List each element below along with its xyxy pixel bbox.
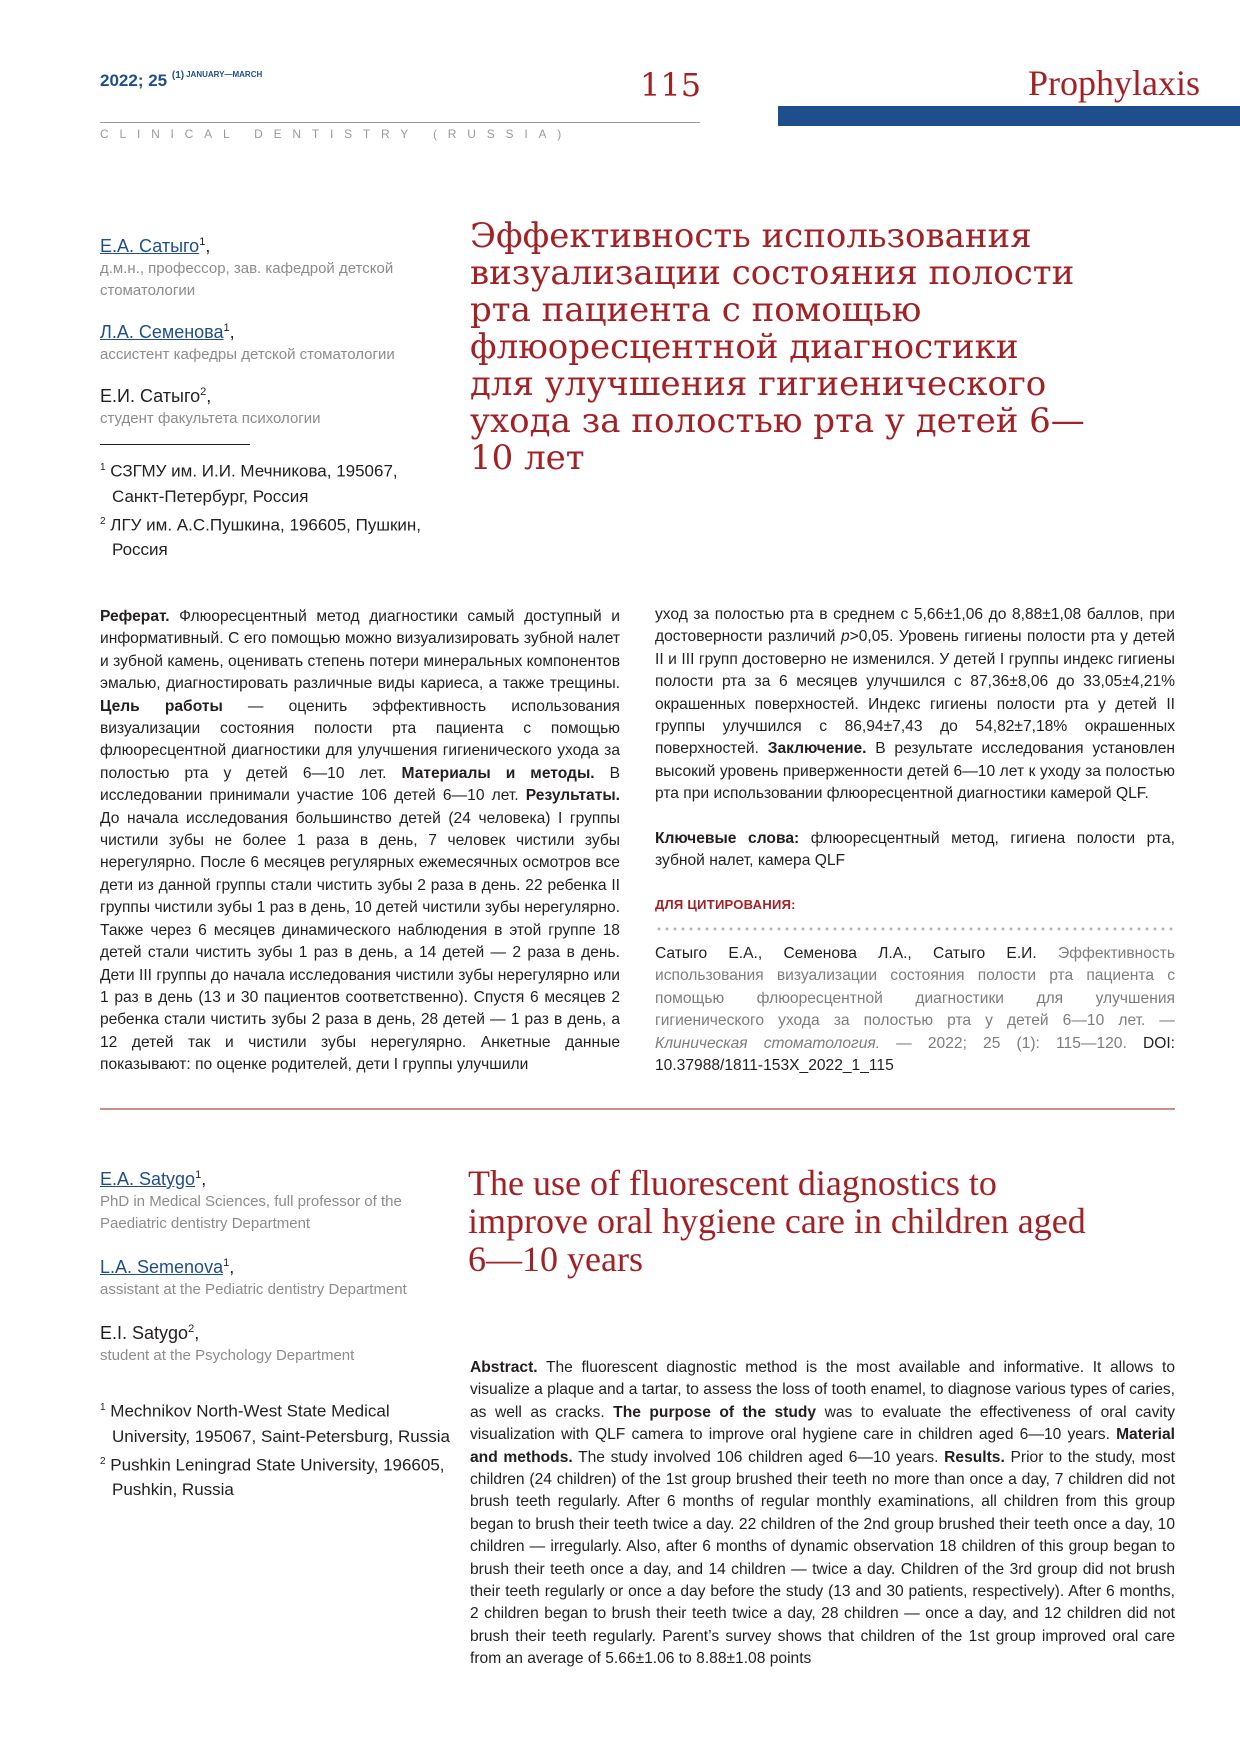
ru-abstract-p-symbol: p (840, 628, 850, 646)
en-author-1-desc: PhD in Medical Sciences, full professor of the Paediatric dentistry Department (100, 1193, 402, 1232)
ru-aim-label: Цель работы (100, 697, 223, 715)
ru-abstract-right (655, 604, 1175, 1077)
ru-affiliation-1-sup: 1 (100, 462, 106, 473)
citation-dotted-rule (655, 927, 1175, 931)
en-affiliation-2-text: Pushkin Leningrad State University, 196605, Pushkin, Russia (110, 1455, 445, 1500)
en-affiliation-2 (100, 1449, 450, 1503)
ru-author-1-sup: 1 (199, 236, 206, 248)
ru-affiliation-1 (100, 455, 450, 509)
ru-author-2-link[interactable]: Л.А. Семенова (100, 322, 224, 342)
en-abstract-text-1: The fluorescent diagnostic method is the most available and informative. It allows to visualize a plaque and a tartar, to assess the loss of tooth enamel, to diagnose various types of caries, as well as cracks. (470, 1359, 1175, 1421)
ru-affiliation-1-text: СЗГМУ им. И.И. Мечникова, 195067, Санкт-Петербург, Россия (110, 461, 398, 506)
page-number: 115 (640, 66, 702, 104)
en-author-1-name-line: E.A. Satygo$^1$, (100, 1169, 207, 1189)
issue-number: (1) (171, 70, 185, 81)
en-abstract-text-3: The study involved 106 children aged 6—10 years. (572, 1448, 945, 1466)
en-author-2-desc: assistant at the Pediatric dentistry Department (100, 1281, 407, 1298)
ru-affiliation-2-text: ЛГУ им. А.С.Пушкина, 196605, Пушкин, Россия (110, 515, 422, 560)
ru-keywords-label: Ключевые слова: (655, 829, 800, 847)
en-author-3 (100, 1317, 450, 1367)
ru-author-3-sup: 2 (200, 386, 207, 398)
en-abstract (470, 1357, 1175, 1671)
en-author-3-sup: 2 (188, 1323, 195, 1335)
ru-author-2 (100, 316, 450, 366)
section-bar (778, 106, 1240, 126)
ru-abstract-continued (655, 604, 1175, 806)
citation-year: — 2022; 25 (1): 115—120. (880, 1034, 1143, 1052)
ru-abstract-label: Реферат. (100, 608, 170, 625)
ru-abstract-text-5b: >0,05. Уровень гигиены полости рта у детей II и III групп достоверно не изменился. У детей I группы индекс гигиены полости рта за 6 месяцев улучшился с 87,36±8,06 до 33,05±4,21% окрашенных поверхностей. Индекс гигиены полости рта у детей II группы улучшился с 86,94±7,43 до 54,82±7,18% окрашенных поверхностей. (655, 628, 1175, 758)
en-abstract-text-2: was to evaluate the effectiveness of oral cavity visualization with QLF camera to improve oral hygiene care in children aged 6—10 years. (470, 1403, 1175, 1444)
ru-author-3-name: Е.И. Сатыго (100, 386, 201, 406)
en-author-1-sup: 1 (195, 1169, 202, 1181)
citation-doi[interactable]: DOI: 10.37988/1811-153X_2022_1_115 (655, 1034, 1175, 1074)
citation-journal: Клиническая стоматология. (655, 1034, 881, 1052)
ru-author-2-sup: 1 (223, 322, 230, 334)
ru-affiliation-2 (100, 509, 450, 563)
en-affiliation-1 (100, 1395, 450, 1449)
ru-abstract-text-4: До начала исследования большинство детей (24 человека) I группы чистили зубы не более 1 раза в день, 7 человек чистили зубы нерегулярно. После 6 месяцев регулярных ежемесячных осмотров все дети из данной группы стали чистить зубы 2 раза в день. 22 ребенка II группы чистили зубы 1 раз в день, 10 детей чистили зубы нерегулярно. Также через 6 месяцев динамического наблюдения в этой группе 18 детей стали чистить зубы 1 раз в день, а 14 детей — 2 раза в день. Дети III группы до начала исследования чистили зубы нерегулярно или 1 раз в день (13 и 30 пациентов соответственно). Спустя 6 месяцев 2 ребенка стали чистить зубы 2 раза в день, 28 детей — 1 раз в день, а 12 детей так и чистили зубы нерегулярно. Анкетные данные показывают: по оценке родителей, дети I группы улучшили (100, 809, 620, 1074)
citation (655, 943, 1175, 1077)
en-affiliation-2-sup: 2 (100, 1455, 106, 1467)
section-separator (100, 1108, 1175, 1110)
ru-abstract-text-5a: уход за полостью рта в среднем с 5,66±1,06 до 8,88±1,08 баллов, при достоверности различий (655, 606, 1175, 646)
header-rule (100, 122, 700, 123)
en-author-2-link[interactable]: L.A. Semenova (100, 1257, 224, 1277)
en-author-3-name: E.I. Satygo (100, 1323, 189, 1343)
ru-author-2-name-line: Л.А. Семенова$^1$, (100, 322, 235, 342)
en-author-3-desc: student at the Psychology Department (100, 1347, 355, 1364)
citation-label: ДЛЯ ЦИТИРОВАНИЯ: (655, 897, 796, 913)
ru-affiliation-2-sup: 2 (100, 515, 106, 527)
en-results-label: Results. (944, 1448, 1005, 1466)
en-authors (100, 1163, 450, 1502)
ru-keywords (655, 828, 1175, 873)
en-abstract-text-4: Prior to the study, most children (24 children) of the 1st group brushed their teeth no more than once a day, 7 children did not brush teeth regularly. After 6 months of regular monthly examinations, all children from this group began to brush their teeth twice a day. 22 children of the 2nd group brushed their teeth once a day, 10 children — irregularly. Also, after 6 months of dynamic observation 18 children of this group began to brush their teeth once a day, and 14 children — twice a day. Children of the 3rd group did not brush their teeth regularly or once a day before the study (13 and 30 patients, respectively). After 6 months, 2 children began to brush their teeth twice a day, 28 children — once a day, and 12 children did not brush their teeth regularly. Parent’s survey shows that children of the 1st group improved oral care from an average of 5.66±1.06 to 8.88±1.08 points (470, 1448, 1175, 1668)
en-author-2 (100, 1251, 450, 1301)
ru-author-3-name-line: Е.И. Сатыго$^2$, (100, 386, 212, 406)
en-author-1-link[interactable]: E.A. Satygo (100, 1169, 196, 1189)
ru-author-3-desc: студент факультета психологии (100, 410, 321, 427)
citation-authors: Сатыго Е.А., Семенова Л.А., Сатыго Е.И. (655, 944, 1037, 962)
ru-author-1 (100, 230, 450, 302)
en-article-title: The use of fluorescent diagnostics to improve oral hygiene care in children aged 6—10 years (468, 1163, 1086, 1279)
issue-label (100, 70, 262, 91)
en-author-3-name-line: E.I. Satygo$^2$, (100, 1323, 200, 1343)
ru-author-1-name-line: Е.А. Сатыго$^1$, (100, 236, 211, 256)
en-aim-label: The purpose of the study (613, 1403, 817, 1421)
ru-results-label: Результаты. (525, 787, 620, 805)
affiliation-rule (100, 444, 250, 445)
en-author-2-name-line: L.A. Semenova$^1$, (100, 1257, 235, 1277)
en-affiliation-1-text: Mechnikov North-West State Medical University, 195067, Saint-Petersburg, Russia (110, 1401, 450, 1446)
ru-methods-label: Материалы и методы. (401, 764, 595, 782)
ru-abstract-text-3: В исследовании принимали участие 106 детей 6—10 лет. (100, 764, 621, 805)
ru-article-title: Эффективность использования визуализации состояния полости рта пациента с помощью флюоресцентной диагностики для улучшения гигиенического ухода за полостью рта у детей 6—10 лет (470, 216, 1085, 478)
ru-author-3 (100, 380, 450, 430)
ru-author-1-link[interactable]: Е.А. Сатыго (100, 236, 200, 256)
issue-months: JANUARY—MARCH (186, 70, 263, 79)
ru-authors (100, 230, 450, 562)
ru-abstract-text-2: — оценить эффективность использования визуализации состояния полости рта пациента с помощью флюоресцентной диагностики для улучшения гигиенического ухода за полостью рта у детей 6—10 лет. (100, 697, 620, 782)
en-author-2-sup: 1 (223, 1257, 230, 1269)
ru-author-2-desc: ассистент кафедры детской стоматологии (100, 346, 395, 363)
ru-abstract-text-1: Флюоресцентный метод диагностики самый доступный и информативный. С его помощью можно визуализировать зубной налет и зубной камень, оценивать степень потери минеральных компонентов эмалью, диагностировать различные виды кариеса, а также трещины. (100, 608, 620, 693)
en-abstract-label: Abstract. (470, 1359, 538, 1376)
en-author-1 (100, 1163, 450, 1235)
journal-name: CLINICAL DENTISTRY (RUSSIA) (100, 127, 573, 141)
section-title: Prophylaxis (1027, 63, 1200, 103)
issue-year: 2022; 25 (100, 71, 168, 90)
citation-title: Эффективность использования визуализации состояния полости рта пациента с помощью флюоресцентной диагностики для улучшения гигиенического ухода за полостью рта у детей 6—10 лет. — (655, 944, 1175, 1030)
en-methods-label: Material and methods. (470, 1426, 1175, 1466)
ru-abstract-text-6: В результате исследования установлен высокий уровень приверженности детей 6—10 лет к уходу за полостью рта при использовании флюоресцентной диагностики камерой QLF. (655, 740, 1175, 803)
ru-abstract-left (100, 606, 620, 1077)
en-affiliation-1-sup: 1 (100, 1402, 106, 1413)
ru-author-1-desc: д.м.н., профессор, зав. кафедрой детской стоматологии (100, 260, 394, 299)
ru-keywords-text: флюоресцентный метод, гигиена полости рта, зубной налет, камера QLF (655, 829, 1175, 870)
ru-conclusion-label: Заключение. (767, 740, 867, 758)
